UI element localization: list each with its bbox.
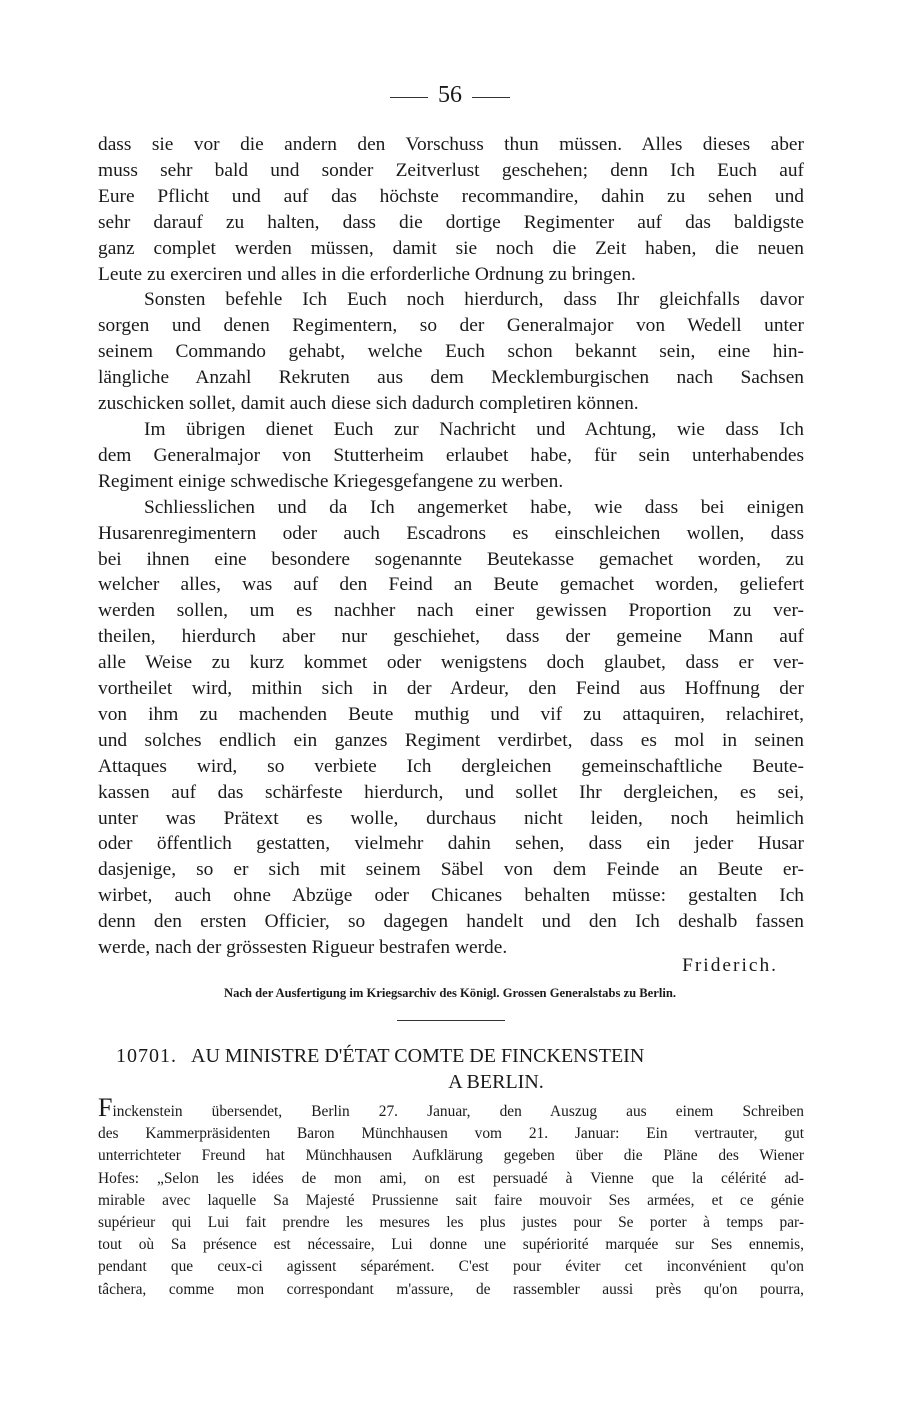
- summary-line: Hofes: „Selon les idées de mon ami, on est persuadé à Vienne que la célérité ad-: [98, 1169, 804, 1187]
- initial-letter: F: [98, 1093, 113, 1122]
- body-line: sorgen und denen Regimentern, so der Generalmajor von Wedell unter: [98, 315, 804, 337]
- heading-line-1: AU MINISTRE D'ÉTAT COMTE DE FINCKENSTEIN: [191, 1045, 645, 1067]
- body-line: oder öffentlich gestatten, vielmehr dahin sehen, dass ein jeder Husar: [98, 833, 804, 855]
- document-number: 10701.: [116, 1045, 177, 1067]
- body-line: dem Generalmajor von Stutterheim erlaubet habe, für sein unterhabendes: [98, 444, 804, 466]
- body-line: werden sollen, um es nachher nach einer gewissen Proportion zu ver-: [98, 600, 804, 622]
- document-heading: [116, 1043, 796, 1095]
- body-line: Im übrigen dienet Euch zur Nachricht und Achtung, wie dass Ich: [144, 418, 804, 440]
- body-line: Sonsten befehle Ich Euch noch hierdurch, dass Ihr gleichfalls davor: [144, 289, 804, 311]
- body-line: ganz complet werden müssen, damit sie noch die Zeit haben, die neuen: [98, 237, 804, 259]
- body-line: unter was Prätext es wolle, durchaus nicht leiden, noch heimlich: [98, 807, 804, 829]
- body-line: vortheilet wird, mithin sich in der Ardeur, den Feind aus Hoffnung der: [98, 678, 804, 700]
- body-line: bei ihnen eine besondere sogenannte Beutekasse gemachet worden, zu: [98, 548, 804, 570]
- summary-line: [98, 1093, 804, 1123]
- body-line: Leute zu exerciren und alles in die erforderliche Ordnung zu bringen.: [98, 263, 636, 285]
- header-dash-left: [390, 97, 428, 98]
- summary-first-rest: inckenstein übersendet, Berlin 27. Januar, den Auszug aus einem Schreiben: [112, 1103, 804, 1120]
- body-line: Regiment einige schwedische Kriegesgefangene zu werben.: [98, 470, 564, 492]
- body-line: seinem Commando gehabt, welche Euch schon bekannt sein, eine hin-: [98, 341, 804, 363]
- section-divider: [397, 1020, 505, 1021]
- body-line: werde, nach der grössesten Rigueur bestrafen werde.: [98, 937, 508, 959]
- body-line: dass sie vor die andern den Vorschuss thun müssen. Alles dieses aber: [98, 134, 804, 155]
- source-note: Nach der Ausfertigung im Kriegsarchiv des Königl. Grossen Generalstabs zu Berlin.: [224, 986, 676, 1000]
- body-line: welcher alles, was auf den Feind an Beute gemachet worden, geliefert: [98, 574, 804, 596]
- body-line: theilen, hierdurch aber nur geschiehet, dass der gemeine Mann auf: [98, 626, 804, 648]
- body-line: sehr darauf zu halten, dass die dortige Regimenter auf das baldigste: [98, 211, 804, 233]
- body-line: Schliesslichen und da Ich angemerket habe, wie dass bei einigen: [144, 496, 804, 518]
- body-line: wirbet, auch ohne Abzüge oder Chicanes behalten müsse: gestalten Ich: [98, 885, 804, 907]
- body-line: Attaques wird, so verbiete Ich dergleichen gemeinschaftliche Beute-: [98, 755, 804, 777]
- body-line: alle Weise zu kurz kommet oder wenigstens doch glaubet, dass er ver-: [98, 652, 804, 674]
- body-line: denn den ersten Officier, so dagegen handelt und den Ich deshalb fassen: [98, 911, 804, 933]
- document-summary: [98, 1093, 804, 1301]
- body-line: zuschicken sollet, damit auch diese sich dadurch completiren können.: [98, 393, 639, 415]
- body-line: Husarenregimentern oder auch Escadrons es einschleichen wollen, dass: [98, 522, 804, 544]
- body-line: muss sehr bald und sonder Zeitverlust geschehen; denn Ich Euch auf: [98, 159, 804, 181]
- body-line: und solches endlich ein ganzes Regiment verdirbet, dass es mol in seinen: [98, 729, 804, 751]
- summary-line: tout où Sa présence est nécessaire, Lui donne une supériorité marquée sur Ses ennemis,: [98, 1236, 804, 1254]
- summary-line: supérieur qui Lui fait prendre les mesures les plus justes pour Se porter à temps par-: [98, 1214, 804, 1232]
- body-line: dasjenige, so er sich mit seinem Säbel von dem Feinde an Beute er-: [98, 859, 804, 881]
- summary-line: des Kammerpräsidenten Baron Münchhausen vom 21. Januar: Ein vertrauter, gut: [98, 1125, 804, 1143]
- body-line: von ihm zu machenden Beute muthig und vif zu attaquiren, relachiret,: [98, 703, 804, 725]
- header-dash-right: [472, 97, 510, 98]
- letter-body: [98, 132, 804, 961]
- heading-line-2: A BERLIN.: [448, 1071, 544, 1093]
- body-line: kassen auf das schärfeste hierdurch, und sollet Ihr dergleichen, es sei,: [98, 781, 804, 803]
- summary-line: unterrichteter Freund hat Münchhausen Aufklärung gegeben über die Pläne des Wiener: [98, 1147, 804, 1165]
- body-line: Eure Pflicht und auf das höchste recommandire, dahin zu sehen und: [98, 185, 804, 207]
- signature: Friderich.: [682, 955, 778, 976]
- summary-line: pendant que ceux-ci agissent séparément. C'est pour éviter cet inconvénient qu'on: [98, 1258, 804, 1276]
- page-number: 56: [438, 82, 462, 108]
- body-line: längliche Anzahl Rekruten aus dem Mecklemburgischen nach Sachsen: [98, 367, 804, 389]
- summary-line: mirable avec laquelle Sa Majesté Prussienne sait faire mouvoir Ses armées, et ce génie: [98, 1191, 804, 1209]
- page-header: [0, 82, 900, 109]
- summary-line: tâchera, comme mon correspondant m'assure, de rassembler aussi près qu'on pourra,: [98, 1280, 804, 1298]
